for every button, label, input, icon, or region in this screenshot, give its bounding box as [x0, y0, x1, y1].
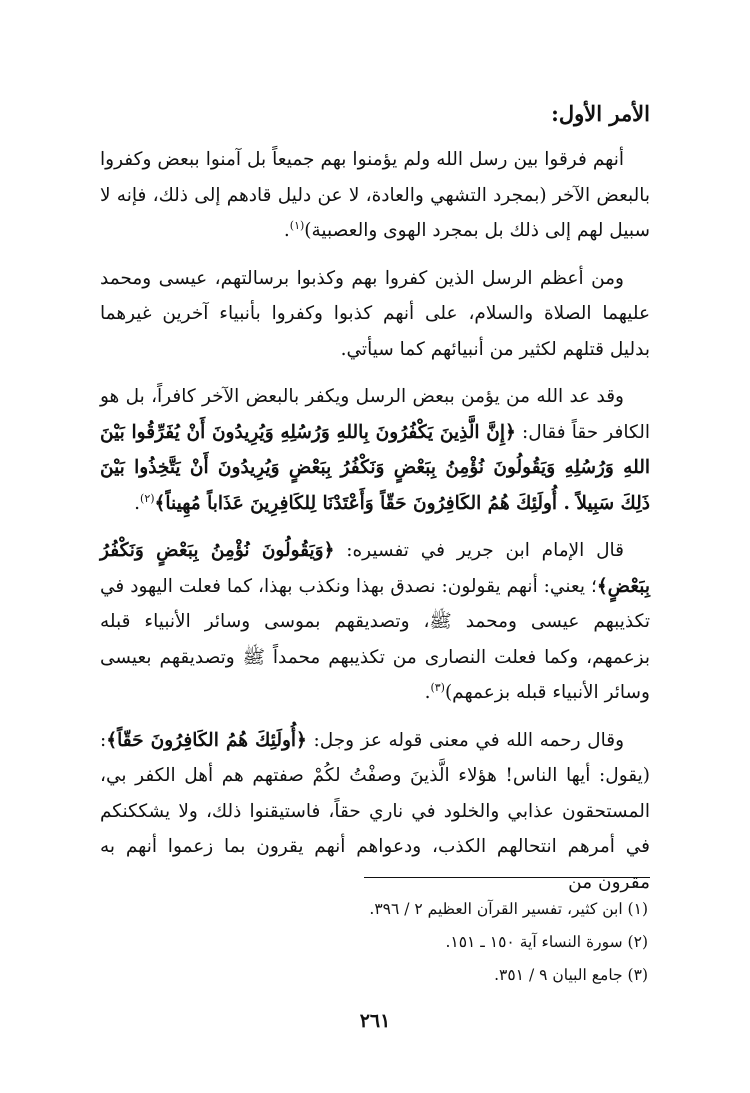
paragraph-1-text: أنهم فرقوا بين رسل الله ولم يؤمنوا بهم جميعاً بل آمنوا ببعض وكفروا بالبعض الآخر (بمجرد التشهي والعادة، لا عن دليل قادهم إلى ذلك، فإنه لا سبيل لهم إلى ذلك بل بمجرد الهوى والعصبية) [100, 149, 650, 241]
footnote-ref-3[interactable]: (٣) [430, 680, 445, 694]
paragraph-1-end: . [283, 220, 290, 241]
paragraph-4-text: ؛ يعني: أنهم يقولون: نصدق بهذا ونكذب بهذا، كما فعلت اليهود في تكذيبهم عيسى ومحمد ﷺ، وتصديقهم بموسى وسائر الأنبياء قبله بزعمهم، وكما فعلت النصارى من تكذيبهم محمداً ﷺ وتصديقهم بعيسى وسائر الأنبياء قبله بزعمهم) [100, 575, 650, 703]
paragraph-2: ومن أعظم الرسل الذين كفروا بهم وكذبوا برسالتهم، عيسى ومحمد عليهما الصلاة والسلام، على أنهم كذبوا وكفروا بأنبياء آخرين غيرهما بدليل قتلهم لكثير من أنبيائهم كما سيأتي. [100, 267, 650, 360]
paragraph-5-intro: وقال رحمه الله في معنى قوله عز وجل: [306, 729, 624, 751]
paragraph-3 [100, 379, 650, 521]
section-heading: الأمر الأول: [551, 101, 650, 126]
page-number: ٢٦١ [359, 1010, 391, 1032]
paragraph-5 [100, 723, 650, 901]
paragraph-5-text: : (يقول: أيها الناس! هؤلاء الَّذينَ وصفْتُ لكُمْ صفتهم هم أهل الكفر بي، المستحقون عذابي والخلود في ناري حقاً، فاستيقنوا ذلك، ولا يشككنكم في أمرهم انتحالهم الكذب، ودعواهم أنهم يقرون بما زعموا أنهم به مقرون من [100, 729, 650, 893]
footnote-3: (٣) جامع البيان ٩ / ٣٥١. [494, 966, 648, 984]
paragraph-3-end: . [134, 492, 141, 514]
paragraph-4-intro: قال الإمام ابن جرير في تفسيره: [334, 540, 624, 561]
footnote-2: (٢) سورة النساء آية ١٥٠ ـ ١٥١. [445, 933, 648, 951]
quran-verse-2: ﴿وَيَقُولُونَ نُؤْمِنُ بِبَعْضٍ وَنَكْفُرُ بِبَعْضٍ﴾ [100, 540, 650, 597]
footnotes [100, 893, 648, 992]
quran-verse-1: ﴿إِنَّ الَّذِينَ يَكْفُرُونَ بِاللهِ وَرُسُلِهِ وَيُرِيدُونَ أَنْ يُفَرِّقُوا بَيْنَ اللهِ وَرُسُلِهِ وَيَقُولُونَ نُؤْمِنُ بِبَعْضٍ وَنَكْفُرُ بِبَعْضٍ وَيُرِيدُونَ أَنْ يَتَّخِذُوا بَيْنَ ذَلِكَ سَبِيلاً . أُولَئِكَ هُمُ الكَافِرُونَ حَقّاً وَأَعْتَدْنَا لِلكَافِرِينَ عَذَاباً مُهِيناً﴾ [100, 421, 650, 514]
main-text [100, 96, 650, 912]
footnote-divider [364, 877, 650, 878]
footnote-ref-2[interactable]: (٢) [140, 491, 155, 505]
paragraph-1 [100, 142, 650, 249]
paragraph-4-end: . [424, 682, 431, 703]
paragraph-4 [100, 533, 650, 711]
footnote-ref-1[interactable]: (١) [289, 218, 305, 232]
quran-verse-3: ﴿أُولَئِكَ هُمُ الكَافِرُونَ حَقّاً﴾ [106, 729, 307, 751]
paragraph-3-intro: وقد عد الله من يؤمن ببعض الرسل ويكفر بالبعض الآخر كافراً، بل هو الكافر حقاً فقال: [100, 386, 650, 443]
footnote-1: (١) ابن كثير، تفسير القرآن العظيم ٢ / ٣٩٦. [369, 900, 648, 918]
